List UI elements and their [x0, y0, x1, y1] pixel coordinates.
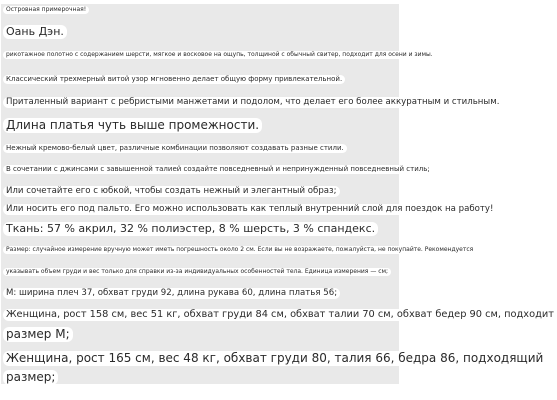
fabric-description-line: рикотажное полотно с содержанием шерсти, мягкое и восковое на ощупь, толщиной с обычный свитер, подходит для осени и зимы.	[3, 51, 436, 59]
jeans-styling-line: В сочетании с джинсами с завышенной талией создайте повседневный и непринужденный повседневный стиль;	[3, 165, 433, 174]
skirt-styling-line: Или сочетайте его с юбкой, чтобы создать нежный и элегантный образ;	[3, 186, 340, 197]
model-2-line: Женщина, рост 165 см, вес 48 кг, обхват груди 80, талия 66, бедра 86, подходящий	[3, 351, 546, 366]
pattern-description-line: Классический трехмерный витой узор мгновенно делает общую форму привлекательной.	[3, 75, 345, 84]
fit-description-line: Приталенный вариант с ребристыми манжетами и подолом, что делает его более аккуратным и стильным.	[3, 97, 502, 108]
coat-styling-line: Или носить его под пальто. Его можно использовать как теплый внутренний слой для поездок на работу!	[3, 204, 496, 215]
color-line: Нежный кремово-белый цвет, различные комбинации позволяют создавать разные стили.	[3, 144, 347, 153]
bottom-margin	[0, 384, 400, 400]
size-note-line-2: указывать объем груди и вес только для справки из-за индивидуальных особенностей тела. Единица измерения — см;	[3, 268, 391, 276]
product-name-line: Оань Дэн.	[3, 25, 67, 39]
length-line: Длина платья чуть выше промежности.	[3, 118, 262, 133]
header-line: Островная примерочная!	[3, 6, 89, 14]
model-2-size-line: размер;	[3, 370, 58, 385]
size-note-line-1: Размер: случайное измерение вручную может иметь погрешность около 2 см. Если вы не возражаете, пожалуйста, не покупайте. Рекомендуется	[3, 246, 476, 254]
model-1-line: Женщина, рост 158 см, вес 51 кг, обхват груди 84 см, обхват талии 70 см, обхват бедер 90 см, подходит	[3, 309, 557, 321]
size-m-measurements-line: М: ширина плеч 37, обхват груди 92, длина рукава 60, длина платья 56;	[3, 288, 340, 299]
model-1-size-line: размер M;	[3, 327, 73, 342]
composition-line: Ткань: 57 % акрил, 32 % полиэстер, 8 % шерсть, 3 % спандекс.	[3, 222, 378, 236]
description-panel	[1, 4, 554, 384]
